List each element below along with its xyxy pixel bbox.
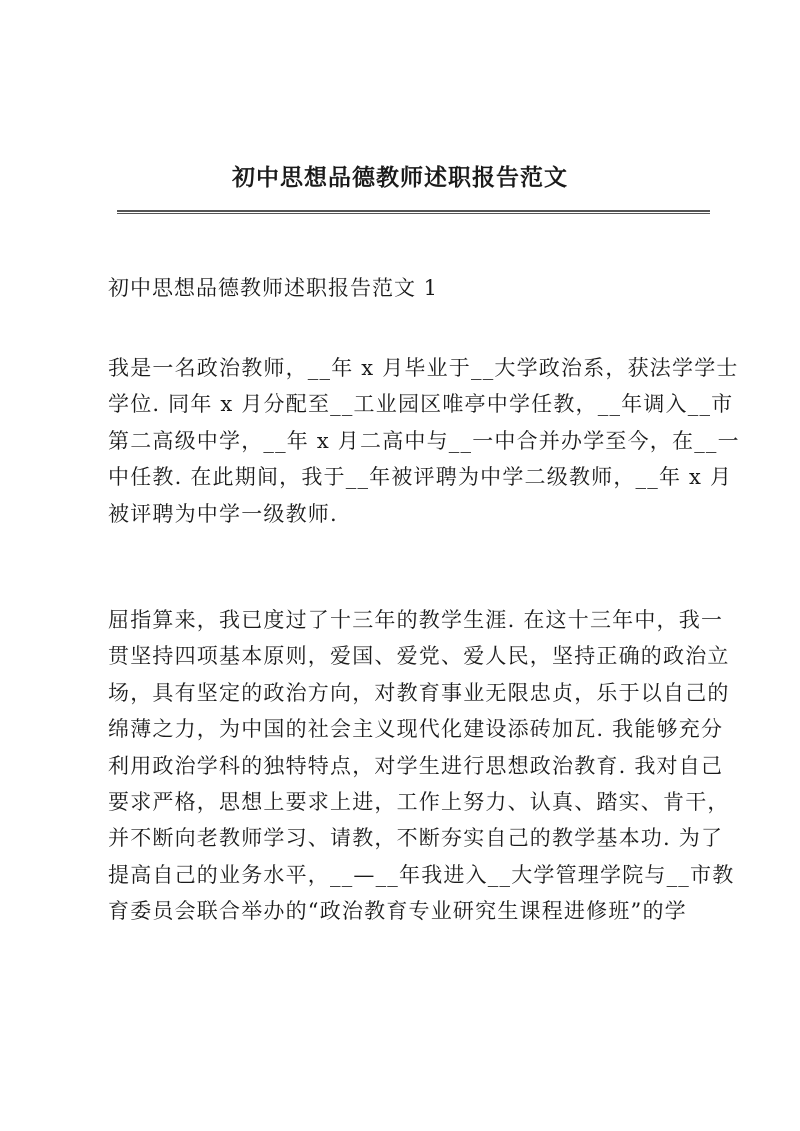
paragraph-line: 提高自己的业务水平，__—__年我进入__大学管理学院与__市教	[108, 862, 735, 887]
paragraph-line: 学位. 同年 x 月分配至__工业园区唯亭中学任教，__年调入__市	[108, 392, 734, 417]
paragraph-line: 场，具有坚定的政治方向，对教育事业无限忠贞，乐于以自己的	[108, 680, 730, 705]
paragraph-line: 贯坚持四项基本原则，爱国、爱党、爱人民，坚持正确的政治立	[108, 644, 730, 669]
document-title: 初中思想品德教师述职报告范文	[232, 164, 568, 191]
paragraph-1	[108, 350, 740, 532]
paragraph-2	[108, 602, 735, 930]
paragraph-line: 并不断向老教师学习、请教，不断夯实自己的教学基本功. 为了	[108, 826, 724, 851]
paragraph-line: 绵薄之力，为中国的社会主义现代化建设添砖加瓦. 我能够充分	[108, 717, 724, 742]
paragraph-line: 要求严格，思想上要求上进，工作上努力、认真、踏实、肯干，	[108, 790, 730, 815]
paragraph-line: 我是一名政治教师，__年 x 月毕业于__大学政治系，获法学学士	[108, 356, 739, 380]
title-divider	[117, 210, 710, 214]
paragraph-line: 育委员会联合举办的“政治教育专业研究生课程进修班”的学	[108, 899, 687, 924]
paragraph-line: 中任教. 在此期间，我于__年被评聘为中学二级教师，__年 x 月	[108, 465, 733, 490]
section-heading: 初中思想品德教师述职报告范文 1	[108, 276, 439, 300]
paragraph-line: 被评聘为中学一级教师.	[108, 501, 338, 526]
paragraph-line: 第二高级中学，__年 x 月二高中与__一中合并办学至今，在__一	[108, 428, 740, 453]
paragraph-line: 屈指算来，我已度过了十三年的教学生涯. 在这十三年中，我一	[108, 608, 724, 632]
paragraph-line: 利用政治学科的独特特点，对学生进行思想政治教育. 我对自己	[108, 753, 724, 778]
